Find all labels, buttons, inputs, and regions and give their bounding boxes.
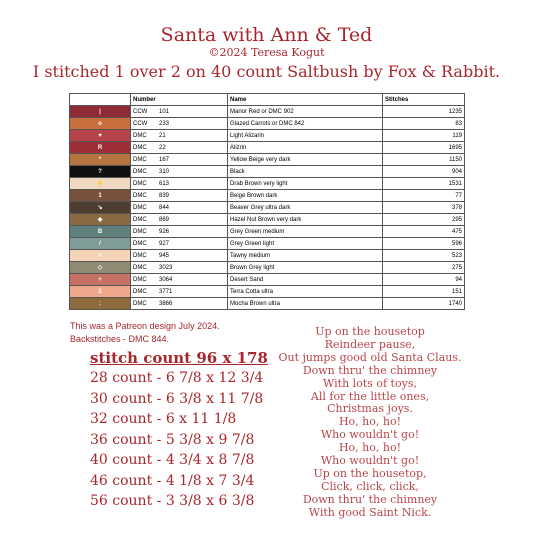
thread-code: 3866 [159, 300, 173, 307]
header-number: Number [131, 94, 228, 106]
color-swatch: * [70, 154, 131, 166]
thread-name: Grey Green light [228, 238, 383, 250]
color-swatch: R [70, 142, 131, 154]
thread-number [131, 298, 228, 310]
poem-line: Click, click, click, [321, 479, 419, 493]
thread-brand: DMC [133, 168, 147, 175]
thread-number [131, 214, 228, 226]
header-name: Name [228, 94, 383, 106]
color-swatch: | [70, 106, 131, 118]
patreon-note: This was a Patreon design July 2024. [70, 321, 220, 331]
thread-code: 310 [159, 168, 170, 175]
legend-row [70, 298, 465, 310]
thread-name: Tawny medium [228, 250, 383, 262]
thread-brand: DMC [133, 276, 147, 283]
poem-line: All for the little ones, [310, 389, 430, 403]
stitch-count: 151 [383, 286, 465, 298]
fabric-size-row: 28 count - 6 7/8 x 12 3/4 [90, 370, 264, 386]
copyright-line: ©2024 Teresa Kogut [208, 46, 325, 59]
thread-number [131, 166, 228, 178]
stitch-count: 475 [383, 226, 465, 238]
thread-name: Mocha Brown ultra [228, 298, 383, 310]
legend-row [70, 226, 465, 238]
thread-brand: DMC [133, 228, 147, 235]
color-swatch: : [70, 298, 131, 310]
poem-line: Ho, ho, ho! [338, 441, 402, 455]
thread-name: Hazel Nut Brown very dark [228, 214, 383, 226]
legend-row [70, 178, 465, 190]
thread-brand: DMC [133, 252, 147, 259]
stitch-count: 295 [383, 214, 465, 226]
stitch-count: 904 [383, 166, 465, 178]
stitch-count: 1695 [383, 142, 465, 154]
thread-number [131, 190, 228, 202]
thread-number [131, 238, 228, 250]
color-swatch: o [70, 118, 131, 130]
thread-code: 21 [159, 132, 166, 139]
color-swatch: 1 [70, 190, 131, 202]
thread-code: 927 [159, 240, 170, 247]
thread-name: Drab Brown very light [228, 178, 383, 190]
stitch-count: 1531 [383, 178, 465, 190]
color-swatch: B [70, 226, 131, 238]
fabric-size-row: 40 count - 4 3/4 x 8 7/8 [90, 452, 255, 468]
thread-number [131, 154, 228, 166]
poem-text [270, 326, 470, 520]
thread-code: 839 [159, 192, 170, 199]
thread-brand: DMC [133, 300, 147, 307]
thread-code: 233 [159, 120, 170, 127]
thread-code: 3064 [159, 276, 173, 283]
stitch-count: 77 [383, 190, 465, 202]
fabric-size-row: 32 count - 6 x 11 1/8 [90, 411, 237, 427]
thread-brand: DMC [133, 240, 147, 247]
stitch-count: 1740 [383, 298, 465, 310]
thread-number [131, 274, 228, 286]
legend-row [70, 286, 465, 298]
legend-row [70, 262, 465, 274]
thread-number [131, 262, 228, 274]
thread-brand: CCW [133, 108, 148, 115]
color-swatch: ? [70, 166, 131, 178]
stitch-count-heading: stitch count 96 x 178 [90, 349, 268, 367]
legend-row [70, 130, 465, 142]
thread-name: Light Alizarin [228, 130, 383, 142]
thread-code: 22 [159, 144, 166, 151]
legend-row [70, 250, 465, 262]
legend-row [70, 166, 465, 178]
color-swatch: 2 [70, 286, 131, 298]
thread-code: 167 [159, 156, 170, 163]
thread-name: Beaver Grey ultra dark [228, 202, 383, 214]
thread-name: Glazed Carrots or DMC 842 [228, 118, 383, 130]
fabric-size-list [90, 368, 268, 512]
thread-number [131, 130, 228, 142]
pattern-title: Santa with Ann & Ted [160, 24, 373, 46]
thread-name: Brown Grey light [228, 262, 383, 274]
color-swatch: ◇ [70, 262, 131, 274]
legend-row [70, 238, 465, 250]
thread-brand: CCW [133, 120, 148, 127]
header-stitches: Stitches [383, 94, 465, 106]
thread-number [131, 178, 228, 190]
thread-number [131, 226, 228, 238]
fabric-size-row: 46 count - 4 1/8 x 7 3/4 [90, 472, 255, 489]
thread-name: Manor Red or DMC 902 [228, 106, 383, 118]
thread-brand: DMC [133, 144, 147, 151]
thread-brand: DMC [133, 288, 147, 295]
thread-name: Beige Brown dark [228, 190, 383, 202]
thread-name: Black [228, 166, 383, 178]
thread-brand: DMC [133, 132, 147, 139]
poem-line: Up on the housetop, [313, 466, 427, 480]
fabric-size-row: 30 count - 6 3/8 x 11 7/8 [90, 390, 264, 407]
thread-code: 869 [159, 216, 170, 223]
stitch-count: 378 [383, 202, 465, 214]
legend-row [70, 142, 465, 154]
thread-brand: DMC [133, 204, 147, 211]
poem-line: Who wouldn't go! [320, 428, 420, 442]
color-swatch: ⚡ [70, 178, 131, 190]
poem-line: Down thru' the chimney [302, 363, 438, 377]
thread-name: Yellow Beige very dark [228, 154, 383, 166]
stitch-count: 1150 [383, 154, 465, 166]
poem-line: Reindeer pause, [324, 337, 416, 351]
color-swatch: ◆ [70, 214, 131, 226]
thread-number [131, 106, 228, 118]
legend-header-row [70, 94, 465, 106]
stitch-count: 275 [383, 262, 465, 274]
thread-name: Alizrin [228, 142, 383, 154]
thread-code: 3771 [159, 288, 173, 295]
poem-line: Christmas joys. [327, 402, 413, 416]
color-swatch: ♥ [70, 130, 131, 142]
thread-brand: DMC [133, 192, 147, 199]
fabric-size-row: 56 count - 3 3/8 x 6 3/8 [90, 493, 255, 509]
poem-line: Down thru' the chimney [302, 492, 438, 506]
stitching-info: I stitched 1 over 2 on 40 count Saltbush by Fox & Rabbit. [32, 62, 501, 81]
thread-brand: DMC [133, 180, 147, 187]
color-swatch: + [70, 274, 131, 286]
thread-code: 101 [159, 108, 170, 115]
stitch-count: 596 [383, 238, 465, 250]
thread-brand: DMC [133, 156, 147, 163]
thread-code: 945 [159, 252, 170, 259]
header-symbol [70, 94, 131, 106]
thread-code: 613 [159, 180, 170, 187]
color-swatch: / [70, 238, 131, 250]
thread-brand: DMC [133, 264, 147, 271]
stitch-count-block [90, 348, 268, 512]
legend-row [70, 154, 465, 166]
fabric-size-row: 36 count - 5 3/8 x 9 7/8 [90, 431, 255, 448]
legend-row [70, 190, 465, 202]
legend-row [70, 274, 465, 286]
stitch-count: 523 [383, 250, 465, 262]
color-swatch: ↘ [70, 202, 131, 214]
legend-body [70, 106, 465, 310]
thread-number [131, 142, 228, 154]
poem-line: Who wouldn't go! [320, 454, 420, 468]
legend-row [70, 202, 465, 214]
poem-line: Up on the housetop [315, 325, 425, 338]
poem-line: With good Saint Nick. [308, 505, 432, 519]
poem-line: Out jumps good old Santa Claus. [278, 350, 462, 364]
thread-name: Grey Green medium [228, 226, 383, 238]
legend-row [70, 214, 465, 226]
poem-line: With lots of toys, [323, 376, 417, 390]
thread-number [131, 286, 228, 298]
poem-line: Ho, ho, ho! [338, 415, 402, 429]
stitch-count: 1235 [383, 106, 465, 118]
thread-code: 926 [159, 228, 170, 235]
stitch-count: 94 [383, 274, 465, 286]
thread-name: Desert Sand [228, 274, 383, 286]
legend-row [70, 118, 465, 130]
thread-code: 3023 [159, 264, 173, 271]
color-swatch: > [70, 250, 131, 262]
legend-row [70, 106, 465, 118]
stitch-count: 83 [383, 118, 465, 130]
thread-code: 844 [159, 204, 170, 211]
stitch-count: 119 [383, 130, 465, 142]
backstitch-note: Backstitches - DMC 844. [70, 334, 170, 344]
thread-number [131, 118, 228, 130]
thread-number [131, 202, 228, 214]
color-legend-table [69, 93, 465, 310]
thread-brand: DMC [133, 216, 147, 223]
thread-name: Terra Cotta ultra [228, 286, 383, 298]
thread-number [131, 250, 228, 262]
